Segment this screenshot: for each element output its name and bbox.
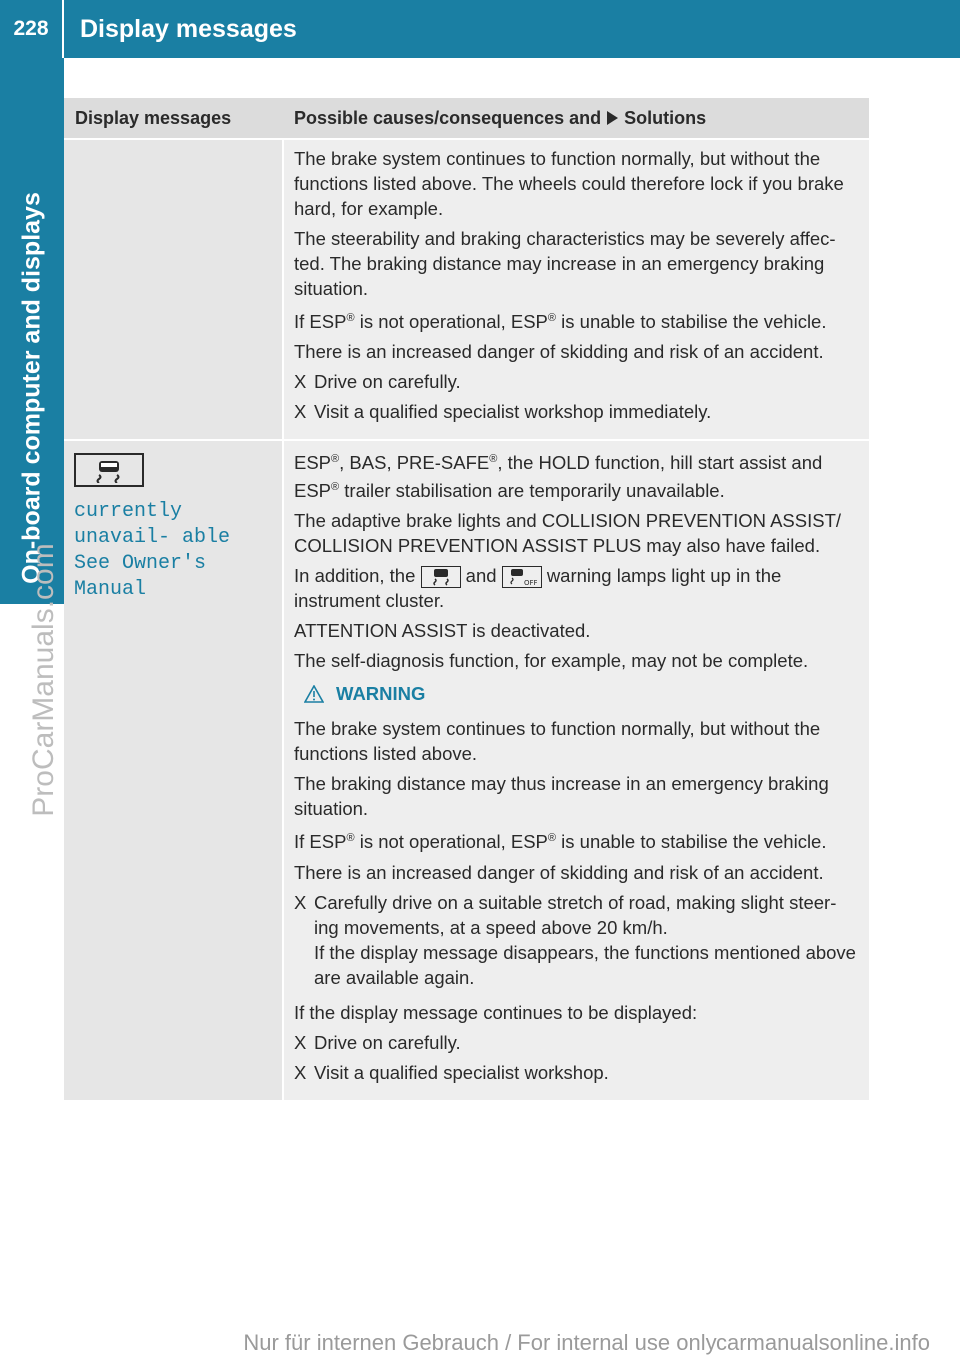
step-marker: X [294, 1061, 307, 1083]
message-cell [64, 441, 284, 1099]
message-cell-empty [64, 140, 284, 439]
step-item: X Drive on carefully. [294, 371, 461, 393]
footer-note: Nur für internen Gebrauch / For internal use only [243, 1330, 717, 1355]
paragraph: If ESP® is not operational, ESP® is unable to stabilise the vehicle. [294, 311, 827, 333]
table-row [64, 138, 869, 439]
warning-triangle-icon [304, 685, 324, 703]
paragraph: The adaptive brake lights and COLLISION PREVENTION ASSIST/ COLLISION PREVENTION ASSIST PLUS may also have failed. [294, 510, 842, 557]
paragraph: The brake system continues to function normally, but without the functions listed above. The wheels could therefore lock if you brake hard, for example. [294, 148, 844, 219]
step-item: X Visit a qualified specialist workshop. [294, 1061, 609, 1083]
solutions-arrow-icon [607, 111, 618, 125]
display-messages-table [64, 98, 869, 1100]
display-message-text: currently unavail‐ able See Owner's Manual [74, 500, 231, 602]
page-number: 228 [0, 0, 64, 58]
table-header [64, 98, 869, 138]
table-row [64, 439, 869, 1099]
paragraph: The braking distance may thus increase in an emergency braking situation. [294, 773, 829, 820]
side-section-tab [0, 58, 64, 604]
step-item: X Visit a qualified specialist workshop immediately. [294, 401, 712, 423]
step-marker: X [294, 1031, 307, 1053]
esp-off-icon [502, 566, 542, 588]
paragraph: ESP®, BAS, PRE-SAFE®, the HOLD function, hill start assist and ESP® trailer stabilisation are temporarily unavailable. [294, 452, 823, 502]
causes-cell [284, 140, 869, 439]
causes-cell [284, 441, 869, 1099]
side-watermark: ProCarManuals.com [27, 543, 60, 817]
paragraph: The steerability and braking characteristics may be severely affec-ted. The braking distance may increase in an emergency braking situation. [294, 228, 836, 299]
step-item: X Carefully drive on a suitable stretch of road, making slight steer-ing movements, at a speed above 20 km/h. If the display message disappears, the functions mentioned above are available again. [294, 891, 856, 988]
column-header-messages: Display messages [75, 107, 232, 128]
paragraph: There is an increased danger of skidding and risk of an accident. [294, 341, 824, 363]
paragraph: ATTENTION ASSIST is deactivated. [294, 620, 591, 642]
esp-skid-icon [74, 453, 144, 487]
header-bar [0, 0, 960, 58]
footer-site: carmanualsonline.info [715, 1330, 930, 1355]
step-marker: X [294, 891, 307, 913]
column-header-causes: Possible causes/consequences and Solutions [294, 107, 707, 128]
section-label: On-board computer and displays [17, 192, 46, 584]
step-marker: X [294, 401, 307, 423]
step-item: X Drive on carefully. [294, 1031, 461, 1053]
paragraph: If the display message continues to be displayed: [294, 1001, 698, 1023]
esp-skid-icon [421, 566, 461, 588]
paragraph: In addition, the and OFF warning lamps light up in the instrument cluster. [294, 565, 782, 612]
paragraph: The brake system continues to function normally, but without the functions listed above. [294, 718, 821, 765]
paragraph: If ESP® is not operational, ESP® is unable to stabilise the vehicle. [294, 831, 827, 853]
paragraph: The self-diagnosis function, for example, may not be complete. [294, 650, 809, 672]
warning-heading: WARNING [304, 681, 861, 706]
step-marker: X [294, 371, 307, 393]
svg-text:OFF: OFF [523, 579, 537, 587]
paragraph: There is an increased danger of skidding and risk of an accident. [294, 861, 824, 883]
page-title: Display messages [80, 14, 297, 43]
